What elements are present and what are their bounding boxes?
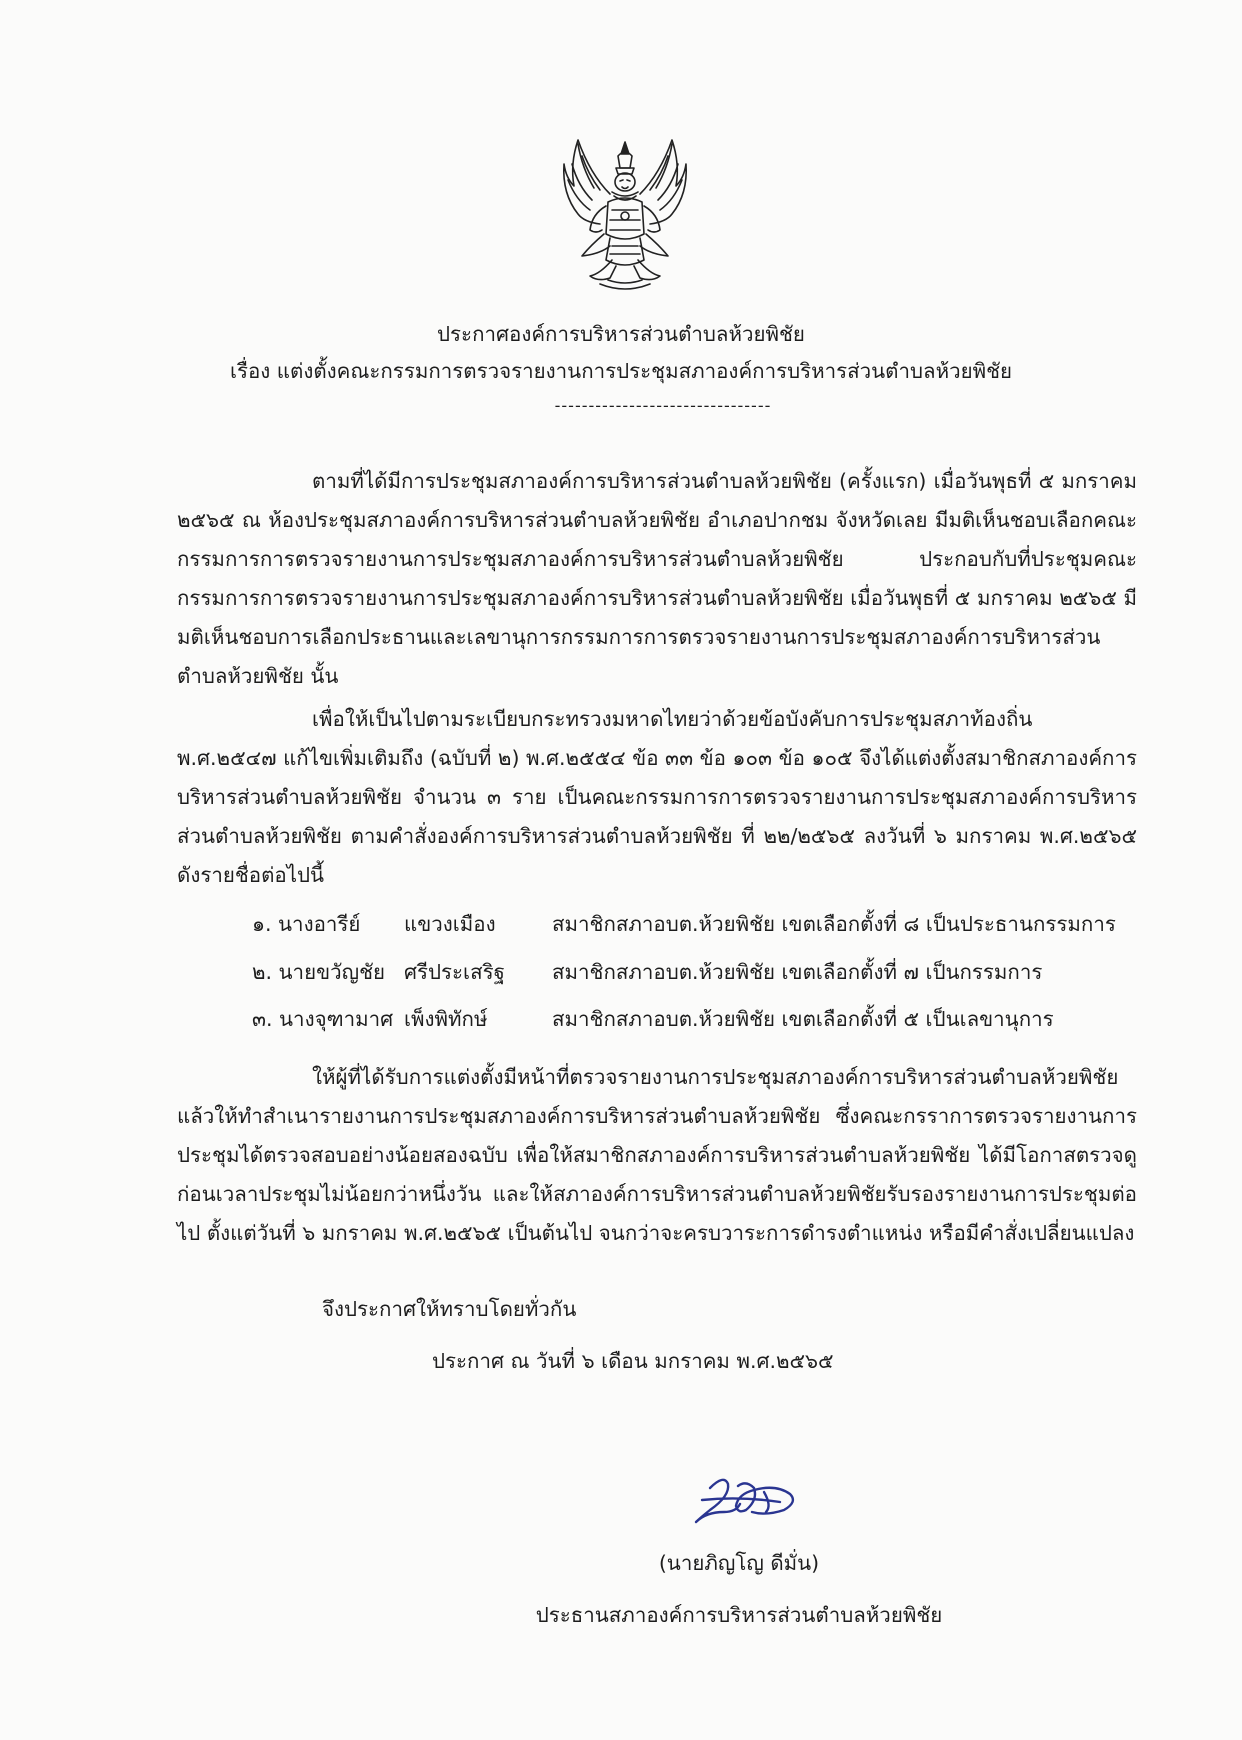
list-item [252, 955, 1142, 989]
document-subject: เรื่อง แต่งตั้งคณะกรรมการตรวจรายงานการประชุมสภาองค์การบริหารส่วนตำบลห้วยพิชัย [229, 359, 1013, 383]
paragraph-duties: ให้ผู้ที่ได้รับการแต่งตั้งมีหน้าที่ตรวจรายงานการประชุมสภาองค์การบริหารส่วนตำบลห้วยพิชัย แล้วให้ทำสำเนารายงานการประชุมสภาองค์การบริหารส่วนตำบลห้วยพิชัย ซึ่งคณะกรราการตรวจรายงานการประชุมได้ตรวจสอบอย่างน้อยสองฉบับ เพื่อให้สมาชิกสภาองค์การบริหารส่วนตำบลห้วยพิชัย ได้มีโอกาสตรวจดูก่อนเวลาประชุมไม่น้อยกว่าหนึ่งวัน และให้สภาองค์การบริหารส่วนตำบลห้วยพิชัยรับรองรายงานการประชุมต่อไป ตั้งแต่วันที่ ๖ มกราคม พ.ศ.๒๕๖๕ เป็นต้นไป จนกว่าจะครบวาระการดำรงตำแหน่ง หรือมีคำสั่งเปลี่ยนแปลง [177, 1065, 1137, 1245]
list-item [252, 1002, 1142, 1036]
member-name: ๒. นายขวัญชัย [252, 960, 385, 984]
signer-title: ประธานสภาองค์การบริหารส่วนตำบลห้วยพิชัย [535, 1603, 943, 1627]
announcement-date: ประกาศ ณ วันที่ ๖ เดือน มกราคม พ.ศ.๒๕๖๕ [432, 1349, 834, 1373]
handwritten-signature-icon [680, 1466, 820, 1530]
paragraph-appointment: เพื่อให้เป็นไปตามระเบียบกระทรวงมหาดไทยว่าด้วยข้อบังคับการประชุมสภาท้องถิ่น พ.ศ.๒๕๔๗ แก้ไขเพิ่มเติมถึง (ฉบับที่ ๒) พ.ศ.๒๕๕๔ ข้อ ๓๓ ข้อ ๑๐๓ ข้อ ๑๐๕ จึงได้แต่งตั้งสมาชิกสภาองค์การบริหารส่วนตำบลห้วยพิชัย จำนวน ๓ ราย เป็นคณะกรรมการการตรวจรายงานการประชุมสภาองค์การบริหารส่วนตำบลห้วยพิชัย ตามคำสั่งองค์การบริหารส่วนตำบลห้วยพิชัย ที่ ๒๒/๒๕๖๕ ลงวันที่ ๖ มกราคม พ.ศ.๒๕๖๕ ดังรายชื่อต่อไปนี้ [177, 707, 1137, 887]
signer-name: (นายภิญโญ ดีมั่น) [658, 1551, 820, 1575]
member-surname: ศรีประเสริฐ [404, 960, 505, 984]
list-item [252, 907, 1142, 941]
member-role: สมาชิกสภาอบต.ห้วยพิชัย เขตเลือกตั้งที่ ๘ เป็นประธานกรรมการ [552, 912, 1116, 936]
closing-announcement: จึงประกาศให้ทราบโดยทั่วกัน [322, 1297, 577, 1321]
paragraph-background: ตามที่ได้มีการประชุมสภาองค์การบริหารส่วนตำบลห้วยพิชัย (ครั้งแรก) เมื่อวันพุธที่ ๕ มกราคม ๒๕๖๕ ณ ห้องประชุมสภาองค์การบริหารส่วนตำบลห้วยพิชัย อำเภอปากชม จังหวัดเลย มีมติเห็นชอบเลือกคณะกรรมการการตรวจรายงานการประชุมสภาองค์การบริหารส่วนตำบลห้วยพิชัย ประกอบกับที่ประชุมคณะกรรมการการตรวจรายงานการประชุมสภาองค์การบริหารส่วนตำบลห้วยพิชัย เมื่อวันพุธที่ ๕ มกราคม ๒๕๖๕ มีมติเห็นชอบการเลือกประธานและเลขานุการกรรมการการตรวจรายงานการประชุมสภาองค์การบริหารส่วนตำบลห้วยพิชัย นั้น [177, 469, 1137, 688]
member-role: สมาชิกสภาอบต.ห้วยพิชัย เขตเลือกตั้งที่ ๕ เป็นเลขานุการ [552, 1007, 1054, 1031]
member-surname: เพ็งพิทักษ์ [404, 1007, 488, 1031]
member-name: ๓. นางจุฑามาศ [252, 1007, 394, 1031]
garuda-emblem-icon [560, 134, 690, 296]
document-title: ประกาศองค์การบริหารส่วนตำบลห้วยพิชัย [437, 322, 805, 346]
member-name: ๑. นางอารีย์ [252, 912, 361, 936]
member-role: สมาชิกสภาอบต.ห้วยพิชัย เขตเลือกตั้งที่ ๗ เป็นกรรมการ [552, 960, 1043, 984]
member-surname: แขวงเมือง [404, 912, 496, 936]
title-divider: -------------------------------- [554, 396, 772, 415]
